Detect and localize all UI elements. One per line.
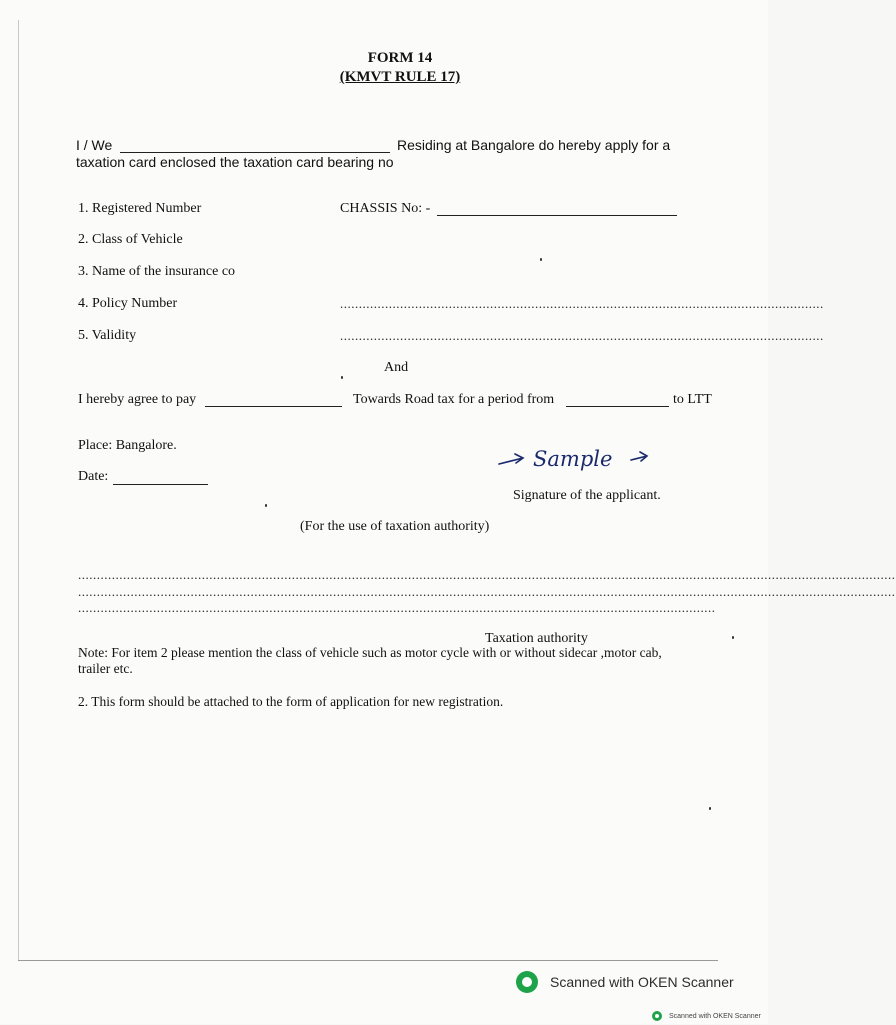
authority-signoff: Taxation authority <box>485 631 588 646</box>
and-connector: And <box>384 360 409 375</box>
intro-prefix: I / We <box>76 137 113 153</box>
scanner-watermark <box>516 971 734 993</box>
scanner-logo-icon <box>516 971 538 993</box>
scanner-small-logo-icon <box>652 1011 662 1021</box>
authority-dotted-line-3: .......................................................................................................................................................................... <box>78 600 716 615</box>
period-from-line <box>566 406 669 407</box>
applicant-name-line <box>120 152 390 153</box>
scan-left-edge <box>18 20 19 960</box>
item-class-of-vehicle: 2. Class of Vehicle <box>78 232 183 247</box>
place-label: Place: Bangalore. <box>78 438 177 453</box>
note-1: Note: For item 2 please mention the class of vehicle such as motor cycle with or without sidecar ,motor cab, <box>78 645 662 660</box>
item-registered-number: 1. Registered Number <box>78 201 202 216</box>
scan-speck <box>732 636 734 639</box>
handwritten-sample-signature <box>495 438 655 478</box>
scan-speck <box>341 376 343 379</box>
signature-handwriting-text: Sample <box>533 447 613 471</box>
note-1-continued: trailer etc. <box>78 661 133 676</box>
authority-dotted-line-2: .......................................................................................................................................................................................................................... <box>78 584 896 599</box>
intro-line-2: taxation card enclosed the taxation card bearing no <box>76 154 394 170</box>
item-validity: 5. Validity <box>78 328 137 343</box>
scanner-watermark-text: Scanned with OKEN Scanner <box>550 974 734 990</box>
validity-dotted-line: ................................................................................................................................. <box>340 328 824 343</box>
form-subtitle: (KMVT RULE 17) <box>339 69 461 85</box>
item-insurance: 3. Name of the insurance co <box>78 264 236 279</box>
intro-suffix: Residing at Bangalore do hereby apply for a <box>397 137 671 153</box>
agree-suffix: to LTT <box>673 392 712 407</box>
signature-label: Signature of the applicant. <box>513 488 661 503</box>
date-line <box>113 484 208 485</box>
date-label: Date: <box>78 469 109 484</box>
policy-dotted-line: ................................................................................................................................. <box>340 296 824 311</box>
amount-line <box>205 406 342 407</box>
agree-prefix: I hereby agree to pay <box>78 392 197 407</box>
scanner-footer <box>652 1007 761 1025</box>
authority-heading: (For the use of taxation authority) <box>300 519 490 534</box>
note-2: 2. This form should be attached to the form of application for new registration. <box>78 694 504 709</box>
authority-dotted-line-1: .......................................................................................................................................................................................................................... <box>78 567 896 582</box>
scan-speck <box>265 504 267 507</box>
scanner-footer-text: Scanned with OKEN Scanner <box>669 1012 761 1020</box>
scan-speck <box>709 807 711 810</box>
chassis-line <box>437 215 677 216</box>
scan-speck <box>540 258 542 261</box>
chassis-label: CHASSIS No: - <box>340 201 431 216</box>
form-title: FORM 14 <box>367 50 433 66</box>
item-policy-number: 4. Policy Number <box>78 296 178 311</box>
scan-bottom-edge <box>18 960 718 961</box>
agree-middle: Towards Road tax for a period from <box>353 392 555 407</box>
